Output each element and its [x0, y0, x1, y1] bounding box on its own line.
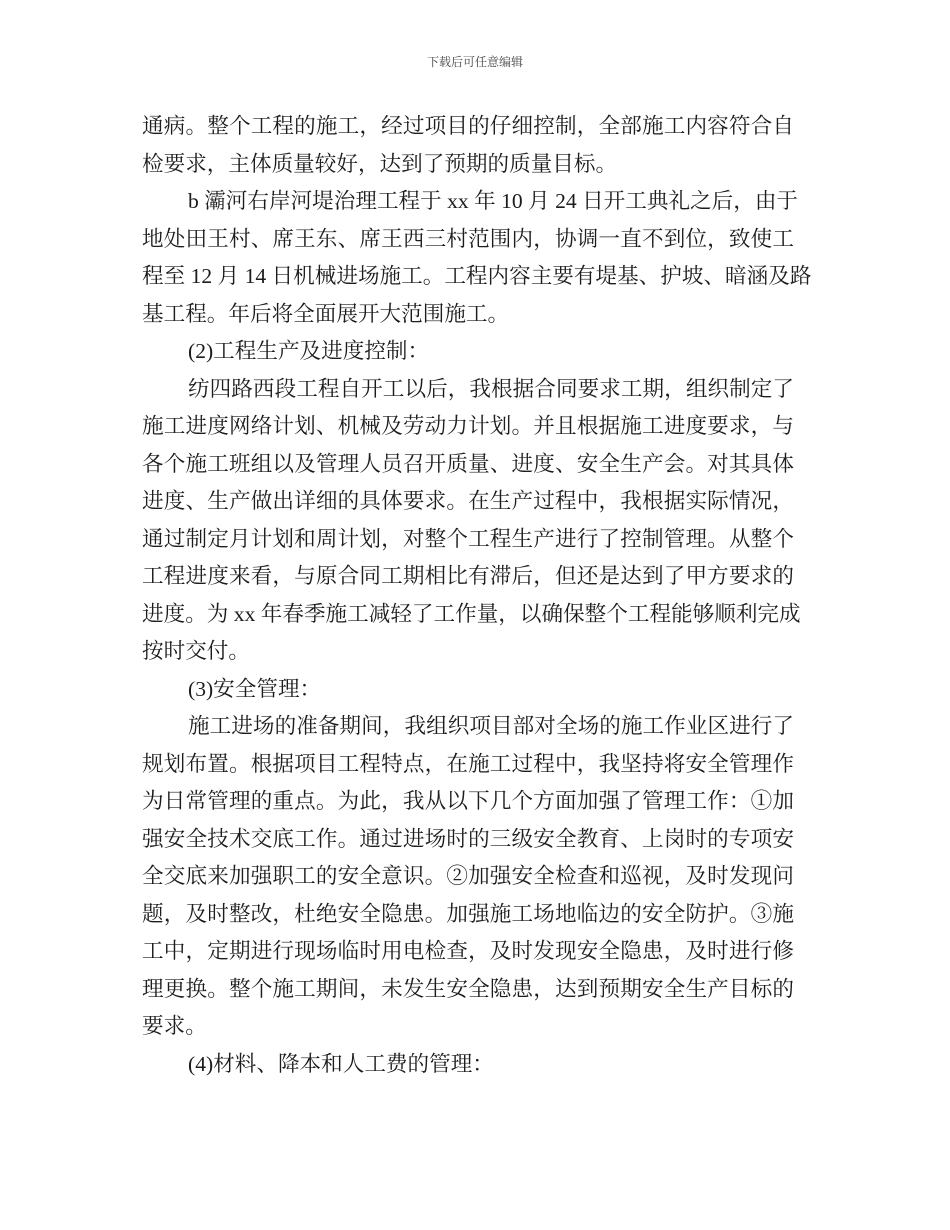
text-line: 强安全技术交底工作。通过进场时的三级安全教育、上岗时的专项安: [142, 826, 794, 851]
text-line: 通病。整个工程的施工，经过项目的仔细控制，全部施工内容符合自: [142, 114, 794, 138]
text-line: 检要求，主体质量较好，达到了预期的质量目标。: [142, 151, 618, 176]
page-header: 下载后可任意编辑: [426, 55, 523, 69]
paragraph: [142, 371, 801, 671]
text-line: 题，及时整改，杜绝安全隐患。加强施工场地临边的安全防护。③施: [142, 901, 794, 926]
text-line: 程至 12 月 14 日机械进场施工。工程内容主要有堤基、护坡、暗涵及路: [142, 264, 812, 288]
text-line: 进度。为 xx 年春季施工减轻了工作量，以确保整个工程能够顺利完成: [142, 601, 801, 626]
section-heading-text: (4)材料、降本和人工费的管理：: [188, 1051, 494, 1076]
text-line: 施工进场的准备期间，我组织项目部对全场的施工作业区进行了: [188, 714, 794, 738]
text-line: 为日常管理的重点。为此，我从以下几个方面加强了管理工作：①加: [142, 789, 794, 813]
paragraph: [142, 708, 794, 1046]
text-line: 全交底来加强职工的安全意识。②加强安全检查和巡视，及时发现问: [142, 864, 794, 888]
section-heading: [142, 333, 794, 371]
section-heading-text: (3)安全管理：: [188, 676, 322, 701]
text-line: 各个施工班组以及管理人员召开质量、进度、安全生产会。对其具体: [142, 451, 794, 476]
text-line: 进度、生产做出详细的具体要求。在生产过程中，我根据实际情况，: [142, 489, 794, 513]
text-line: 通过制定月计划和周计划，对整个工程生产进行了控制管理。从整个: [142, 526, 794, 551]
text-line: 工程进度来看，与原合同工期相比有滞后，但还是达到了甲方要求的: [142, 564, 794, 588]
section-heading-text: (2)工程生产及进度控制：: [188, 339, 430, 363]
text-line: 地处田王村、席王东、席王西三村范围内，协调一直不到位，致使工: [142, 226, 794, 251]
text-line: 工中，定期进行现场临时用电检查，及时发现安全隐患，及时进行修: [142, 939, 794, 963]
document-body: [142, 108, 812, 1083]
section-heading: [142, 1046, 794, 1084]
text-line: 理更换。整个施工期间，未发生安全隐患，达到预期安全生产目标的: [142, 976, 794, 1001]
text-line: b 灞河右岸河堤治理工程于 xx 年 10 月 24 日开工典礼之后，由于: [188, 189, 799, 213]
text-line: 施工进度网络计划、机械及劳动力计划。并且根据施工进度要求，与: [142, 414, 794, 438]
text-line: 按时交付。: [142, 639, 250, 663]
paragraph: [142, 183, 812, 333]
text-line: 纺四路西段工程自开工以后，我根据合同要求工期，组织制定了: [188, 376, 794, 401]
section-heading: [142, 671, 794, 709]
text-line: 要求。: [142, 1014, 207, 1038]
paragraph: [142, 108, 794, 183]
text-line: 基工程。年后将全面展开大范围施工。: [142, 301, 510, 326]
text-line: 规划布置。根据项目工程特点，在施工过程中，我坚持将安全管理作: [142, 751, 794, 776]
